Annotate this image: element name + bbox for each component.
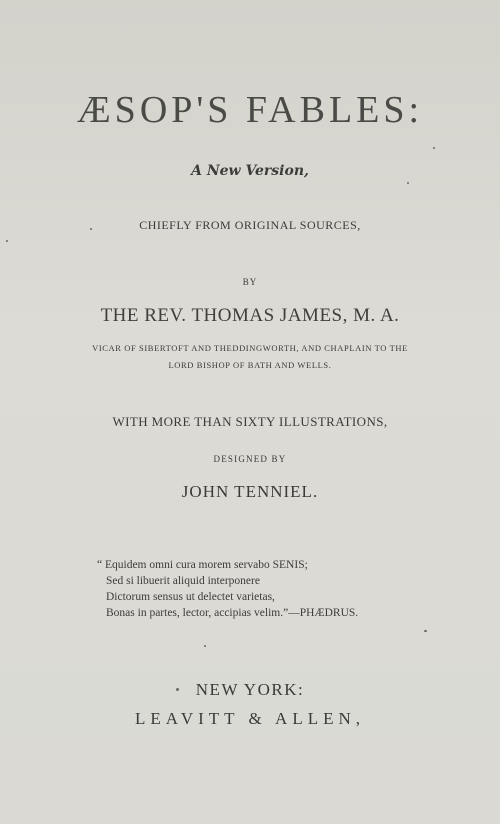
publication-city: NEW YORK: bbox=[195, 680, 305, 699]
ink-speck bbox=[204, 645, 206, 647]
epigraph-line: Dictorum sensus ut delectet varietas, bbox=[106, 591, 275, 603]
epigraph-line: Bonas in partes, lector, accipias velim.”—PHÆDRUS. bbox=[106, 607, 359, 619]
illustrations-line: WITH MORE THAN SIXTY ILLUSTRATIONS, bbox=[112, 414, 388, 429]
epigraph-line: Sed si libuerit aliquid interponere bbox=[106, 575, 260, 587]
book-subtitle: A New Version, bbox=[191, 163, 309, 179]
ink-speck bbox=[424, 630, 427, 632]
publisher-name: LEAVITT & ALLEN, bbox=[135, 709, 365, 728]
ink-speck bbox=[176, 688, 179, 691]
epigraph-quote bbox=[97, 557, 358, 621]
author-credentials-line-1: VICAR OF SIBERTOFT AND THEDDINGWORTH, AND CHAPLAIN TO THE bbox=[92, 343, 408, 353]
epigraph-line: “ Equidem omni cura morem servabo SENIS; bbox=[97, 559, 308, 571]
author-name: THE REV. THOMAS JAMES, M. A. bbox=[100, 305, 400, 326]
by-label: BY bbox=[242, 277, 258, 287]
ink-speck bbox=[407, 182, 409, 184]
ink-speck bbox=[433, 147, 435, 149]
sources-line: CHIEFLY FROM ORIGINAL SOURCES, bbox=[139, 218, 361, 232]
illustrator-name: JOHN TENNIEL. bbox=[181, 482, 319, 501]
ink-speck bbox=[6, 240, 8, 242]
book-title: ÆSOP'S FABLES: bbox=[76, 89, 424, 131]
author-credentials-line-2: LORD BISHOP OF BATH AND WELLS. bbox=[168, 360, 332, 370]
designed-by-label: DESIGNED BY bbox=[213, 454, 287, 464]
ink-speck bbox=[90, 228, 92, 230]
